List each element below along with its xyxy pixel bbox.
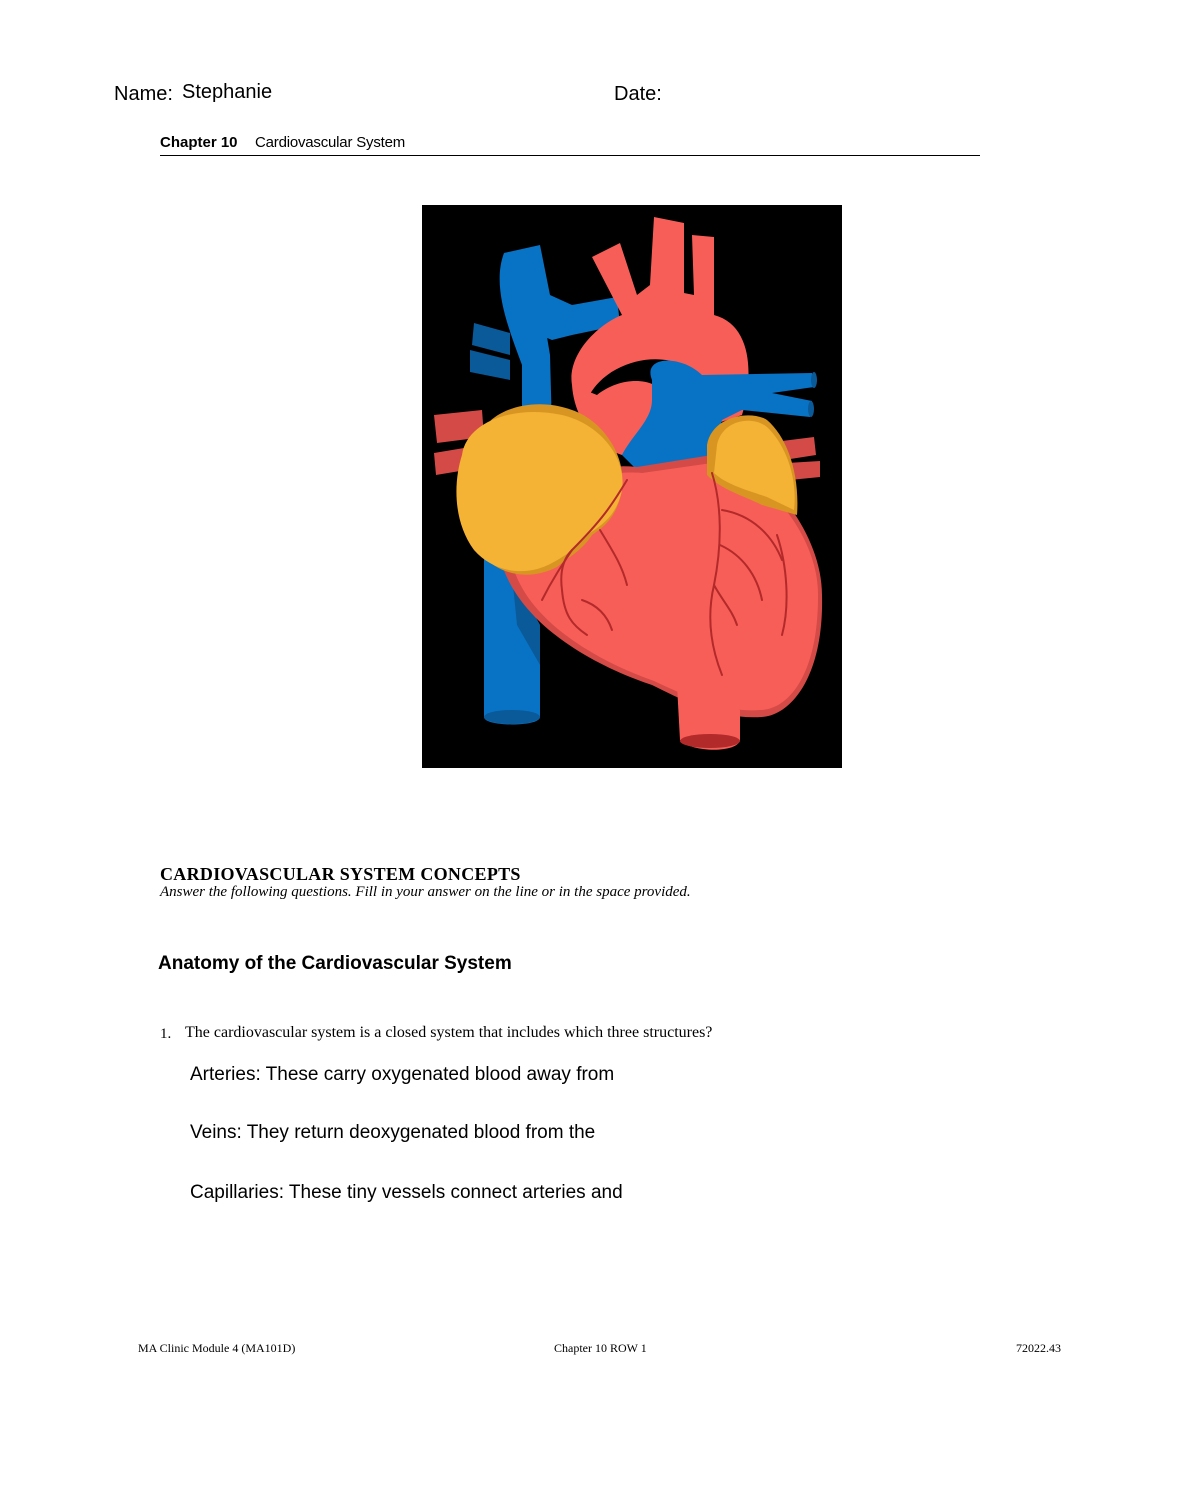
- footer-course: MA Clinic Module 4 (MA101D): [138, 1341, 296, 1355]
- footer-chapter: Chapter 10 ROW 1: [554, 1341, 647, 1355]
- section-heading: Anatomy of the Cardiovascular System: [158, 953, 512, 974]
- question-text: The cardiovascular system is a closed system that includes which three structures?: [185, 1024, 713, 1041]
- chapter-title: Cardiovascular System: [255, 134, 406, 151]
- heart-figure: [422, 205, 842, 768]
- answer-field-arteries[interactable]: Arteries: These carry oxygenated blood away from: [190, 1064, 615, 1085]
- question-number: 1.: [160, 1026, 172, 1042]
- date-label: Date:: [614, 83, 662, 105]
- concepts-title: CARDIOVASCULAR SYSTEM CONCEPTS: [160, 864, 521, 884]
- answer-field-capillaries[interactable]: Capillaries: These tiny vessels connect arteries and: [190, 1182, 623, 1203]
- name-label: Name:: [114, 83, 173, 105]
- heart-illustration-icon: [422, 205, 842, 768]
- concepts-instructions: Answer the following questions. Fill in your answer on the line or in the space provided.: [160, 884, 691, 900]
- name-field[interactable]: Stephanie: [182, 81, 273, 103]
- answer-field-veins[interactable]: Veins: They return deoxygenated blood from the: [190, 1122, 596, 1143]
- footer-code: 72022.43: [1016, 1341, 1061, 1355]
- chapter-number: Chapter 10: [160, 134, 238, 151]
